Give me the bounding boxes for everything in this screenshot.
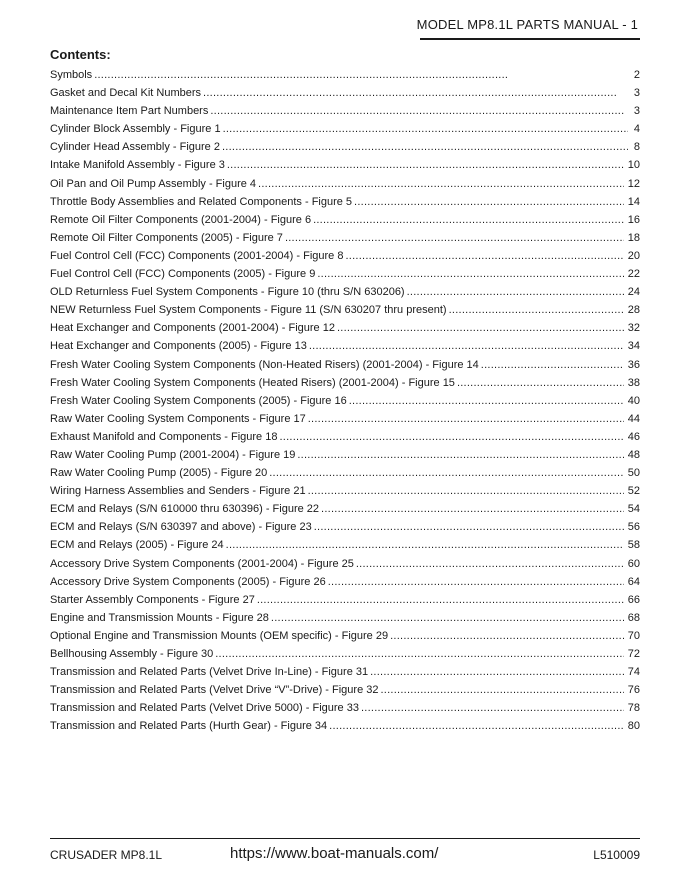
toc-dot-leader	[257, 591, 624, 609]
toc-entry[interactable]	[50, 175, 640, 193]
toc-entry-page: 28	[627, 304, 640, 317]
toc-dot-leader	[380, 681, 623, 699]
toc-entry-page: 2	[633, 69, 640, 81]
toc-entry-title: Raw Water Cooling System Components - Figure 17	[50, 412, 306, 425]
toc-entry-page: 24	[627, 286, 640, 299]
toc-entry[interactable]	[50, 84, 640, 102]
toc-entry-page: 3	[633, 87, 640, 100]
toc-entry-page: 22	[627, 268, 640, 281]
toc-entry-page: 14	[627, 195, 640, 208]
toc-entry[interactable]	[50, 356, 640, 374]
toc-entry-page: 56	[627, 521, 640, 534]
toc-dot-leader	[345, 247, 623, 265]
toc-dot-leader	[203, 84, 628, 102]
toc-entry-page: 48	[627, 448, 640, 461]
toc-entry-page: 3	[633, 105, 640, 118]
toc-dot-leader	[313, 211, 624, 229]
toc-entry-title: Fuel Control Cell (FCC) Components (2001-2004) - Figure 8	[50, 249, 344, 262]
toc-entry-title: Fresh Water Cooling System Components (Non-Heated Risers) (2001-2004) - Figure 14	[50, 358, 479, 371]
toc-dot-leader	[349, 392, 624, 410]
toc-entry-page: 4	[633, 123, 640, 136]
toc-entry[interactable]	[50, 573, 640, 591]
toc-dot-leader	[297, 446, 623, 464]
toc-dot-leader	[337, 319, 624, 337]
toc-dot-leader	[271, 609, 624, 627]
toc-entry[interactable]	[50, 410, 640, 428]
toc-entry-title: OLD Returnless Fuel System Components - Figure 10 (thru S/N 630206)	[50, 286, 405, 299]
toc-entry[interactable]	[50, 247, 640, 265]
toc-entry[interactable]	[50, 609, 640, 627]
toc-entry[interactable]	[50, 536, 640, 554]
toc-dot-leader	[370, 663, 624, 681]
toc-entry-title: Raw Water Cooling Pump (2005) - Figure 20	[50, 467, 268, 480]
toc-entry-title: Wiring Harness Assemblies and Senders - Figure 21	[50, 485, 306, 498]
toc-entry[interactable]	[50, 464, 640, 482]
toc-entry-page: 76	[627, 684, 640, 697]
toc-entry-page: 20	[627, 249, 640, 262]
footer-document-number: L510009	[593, 848, 640, 862]
toc-entry-page: 8	[633, 141, 640, 154]
toc-entry-title: Maintenance Item Part Numbers	[50, 105, 209, 118]
toc-entry-title: Engine and Transmission Mounts - Figure 28	[50, 611, 269, 624]
toc-entry-title: Intake Manifold Assembly - Figure 3	[50, 159, 225, 172]
toc-entry-page: 38	[627, 376, 640, 389]
toc-entry-title: Remote Oil Filter Components (2001-2004) - Figure 6	[50, 213, 312, 226]
toc-dot-leader	[308, 410, 624, 428]
toc-dot-leader	[222, 138, 628, 156]
toc-entry[interactable]	[50, 500, 640, 518]
footer-url-link[interactable]: https://www.boat-manuals.com/	[230, 845, 439, 862]
toc-entry-title: Cylinder Block Assembly - Figure 1	[50, 123, 221, 136]
toc-entry-page: 78	[627, 702, 640, 715]
toc-dot-leader	[407, 283, 624, 301]
toc-entry-page: 32	[627, 322, 640, 335]
toc-entry[interactable]	[50, 555, 640, 573]
toc-dot-leader	[390, 627, 624, 645]
toc-entry-title: Gasket and Decal Kit Numbers	[50, 87, 202, 100]
contents-heading: Contents:	[50, 47, 111, 62]
toc-entry[interactable]	[50, 337, 640, 355]
toc-entry-title: Fresh Water Cooling System Components (Heated Risers) (2001-2004) - Figure 15	[50, 376, 455, 389]
toc-entry-title: Oil Pan and Oil Pump Assembly - Figure 4	[50, 177, 257, 190]
toc-entry[interactable]	[50, 265, 640, 283]
toc-dot-leader	[210, 102, 628, 120]
toc-entry-page: 52	[627, 485, 640, 498]
toc-entry-title: Heat Exchanger and Components (2001-2004) - Figure 12	[50, 322, 335, 335]
toc-dot-leader	[309, 337, 624, 355]
toc-entry-page: 70	[627, 629, 640, 642]
toc-entry-page: 68	[627, 611, 640, 624]
toc-entry-title: Fresh Water Cooling System Components (2005) - Figure 16	[50, 394, 347, 407]
toc-entry[interactable]	[50, 156, 640, 174]
toc-entry[interactable]	[50, 319, 640, 337]
toc-dot-leader	[308, 482, 624, 500]
toc-entry-page: 34	[627, 340, 640, 353]
toc-entry[interactable]	[50, 102, 640, 120]
toc-entry-page: 18	[627, 231, 640, 244]
toc-dot-leader	[227, 156, 624, 174]
toc-entry-title: Starter Assembly Components - Figure 27	[50, 593, 255, 606]
header-rule	[420, 38, 640, 40]
toc-dot-leader	[269, 464, 624, 482]
toc-dot-leader	[226, 536, 624, 554]
toc-entry-page: 72	[627, 648, 640, 660]
toc-entry-page: 12	[627, 177, 640, 190]
toc-entry-page: 58	[627, 539, 640, 552]
toc-dot-leader	[361, 699, 624, 717]
toc-entry-page: 60	[627, 557, 640, 570]
toc-entry-page: 74	[627, 666, 640, 679]
toc-entry-page: 80	[627, 720, 640, 733]
toc-entry[interactable]	[50, 428, 640, 446]
toc-entry-title: Accessory Drive System Components (2001-2004) - Figure 25	[50, 557, 354, 570]
toc-entry[interactable]	[50, 645, 640, 663]
toc-entry[interactable]	[50, 66, 640, 84]
toc-entry-title: Transmission and Related Parts (Velvet Drive 5000) - Figure 33	[50, 702, 359, 715]
toc-entry[interactable]	[50, 681, 640, 699]
toc-entry[interactable]	[50, 446, 640, 464]
toc-entry-title: Remote Oil Filter Components (2005) - Figure 7	[50, 231, 283, 244]
toc-dot-leader	[329, 717, 624, 735]
toc-dot-leader	[223, 120, 628, 138]
toc-entry-title: Raw Water Cooling Pump (2001-2004) - Figure 19	[50, 448, 296, 461]
toc-entry-title: ECM and Relays (2005) - Figure 24	[50, 539, 224, 552]
toc-entry-title: NEW Returnless Fuel System Components - Figure 11 (S/N 630207 thru present)	[50, 304, 447, 317]
toc-entry-title: Throttle Body Assemblies and Related Components - Figure 5	[50, 195, 353, 208]
toc-entry-title: ECM and Relays (S/N 610000 thru 630396) - Figure 22	[50, 503, 320, 516]
toc-entry-title: Transmission and Related Parts (Velvet Drive In-Line) - Figure 31	[50, 666, 369, 679]
toc-entry[interactable]	[50, 518, 640, 536]
toc-entry[interactable]	[50, 211, 640, 229]
toc-dot-leader	[481, 356, 624, 374]
toc-entry-title: Accessory Drive System Components (2005) - Figure 26	[50, 575, 326, 588]
toc-entry-page: 36	[627, 358, 640, 371]
toc-entry-title: Bellhousing Assembly - Figure 30	[50, 648, 214, 660]
toc-dot-leader	[356, 555, 624, 573]
toc-entry-page: 64	[627, 575, 640, 588]
toc-entry[interactable]	[50, 717, 640, 735]
toc-entry[interactable]	[50, 374, 640, 392]
toc-entry-title: Transmission and Related Parts (Hurth Gear) - Figure 34	[50, 720, 328, 733]
toc-dot-leader	[317, 265, 623, 283]
toc-dot-leader	[258, 175, 624, 193]
toc-entry[interactable]	[50, 120, 640, 138]
toc-dot-leader	[449, 301, 624, 319]
toc-entry[interactable]	[50, 591, 640, 609]
toc-dot-leader	[279, 428, 623, 446]
toc-entry-page: 66	[627, 593, 640, 606]
toc-entry-title: Fuel Control Cell (FCC) Components (2005) - Figure 9	[50, 268, 316, 281]
toc-entry-page: 54	[627, 503, 640, 516]
footer-model: CRUSADER MP8.1L	[50, 848, 163, 862]
toc-entry-title: Exhaust Manifold and Components - Figure 18	[50, 430, 278, 443]
page-header-title: MODEL MP8.1L PARTS MANUAL - 1	[416, 17, 638, 32]
toc-entry[interactable]	[50, 482, 640, 500]
footer-rule	[50, 838, 640, 839]
toc-dot-leader	[314, 518, 624, 536]
toc-entry[interactable]	[50, 138, 640, 156]
toc-dot-leader	[215, 645, 624, 663]
toc-entry-title: Heat Exchanger and Components (2005) - Figure 13	[50, 340, 307, 353]
toc-entry-page: 46	[627, 430, 640, 443]
toc-dot-leader	[94, 66, 628, 84]
toc-entry[interactable]	[50, 699, 640, 717]
table-of-contents	[50, 66, 640, 735]
toc-entry-title: Transmission and Related Parts (Velvet Drive “V”-Drive) - Figure 32	[50, 684, 379, 697]
toc-dot-leader	[285, 229, 624, 247]
toc-entry-title: Symbols	[50, 69, 93, 81]
toc-entry-page: 44	[627, 412, 640, 425]
toc-dot-leader	[328, 573, 624, 591]
toc-entry[interactable]	[50, 663, 640, 681]
toc-dot-leader	[321, 500, 624, 518]
toc-entry-page: 10	[627, 159, 640, 172]
toc-entry-page: 40	[627, 394, 640, 407]
toc-entry[interactable]	[50, 193, 640, 211]
toc-entry-title: Cylinder Head Assembly - Figure 2	[50, 141, 220, 154]
toc-entry[interactable]	[50, 229, 640, 247]
toc-dot-leader	[354, 193, 624, 211]
toc-entry[interactable]	[50, 283, 640, 301]
toc-entry[interactable]	[50, 627, 640, 645]
toc-entry-page: 50	[627, 467, 640, 480]
toc-entry[interactable]	[50, 301, 640, 319]
toc-dot-leader	[457, 374, 624, 392]
toc-entry-title: Optional Engine and Transmission Mounts (OEM specific) - Figure 29	[50, 629, 389, 642]
toc-entry-page: 16	[627, 213, 640, 226]
toc-entry[interactable]	[50, 392, 640, 410]
toc-entry-title: ECM and Relays (S/N 630397 and above) - Figure 23	[50, 521, 312, 534]
